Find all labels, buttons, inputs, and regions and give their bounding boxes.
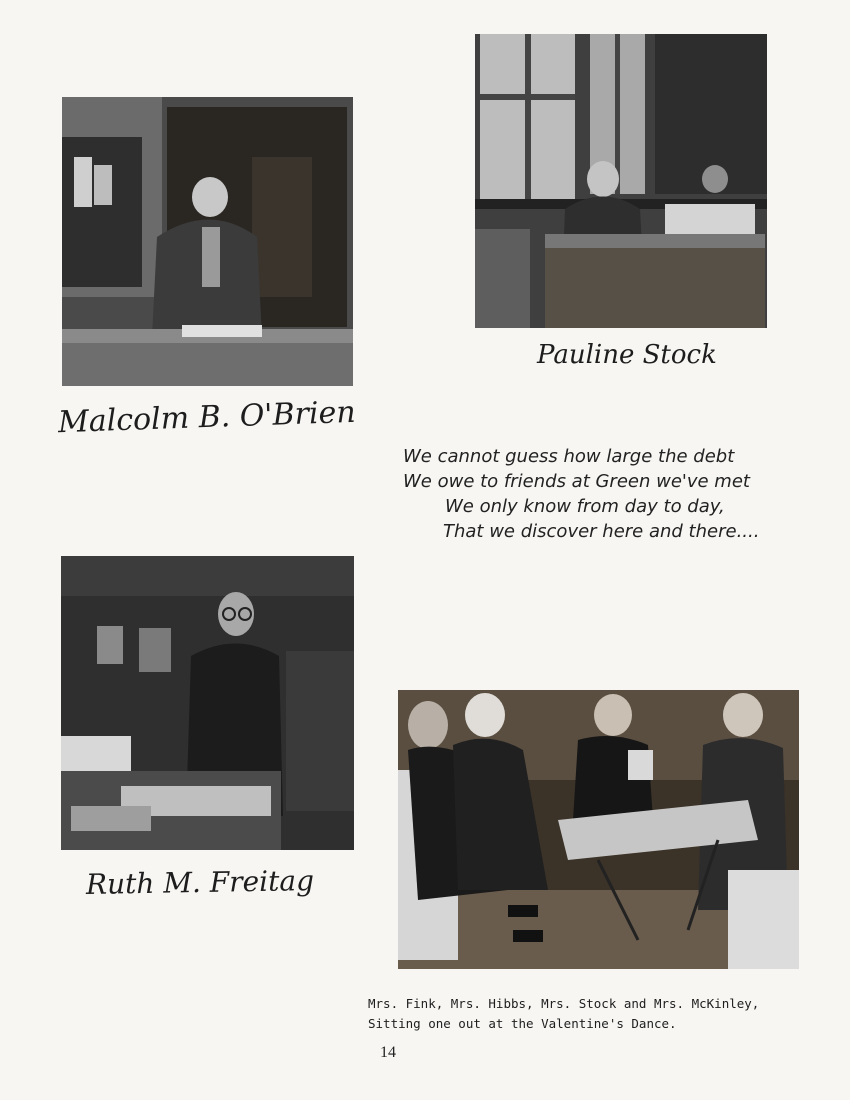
photo-ruth-freitag (61, 556, 354, 850)
signature-freitag: Ruth M. Freitag (85, 864, 315, 901)
photo-malcolm-obrien (62, 97, 353, 386)
photo-caption (368, 994, 759, 1034)
page-number: 14 (380, 1044, 396, 1061)
caption-line: Mrs. Fink, Mrs. Hibbs, Mrs. Stock and Mrs. McKinley, (368, 996, 760, 1011)
caption-line: Sitting one out at the Valentine's Dance. (368, 1016, 677, 1031)
poem-line: That we discover here and there.... (443, 521, 760, 542)
poem-line: We owe to friends at Green we've met (403, 471, 750, 492)
photo-pauline-stock (475, 34, 767, 328)
photo-valentines-dance (398, 690, 799, 969)
poem (403, 444, 759, 544)
poem-line: We cannot guess how large the debt (403, 446, 735, 467)
signature-stock: Pauline Stock (537, 340, 717, 370)
signature-obrien: Malcolm B. O'Brien (57, 394, 357, 441)
poem-line: We only know from day to day, (445, 496, 725, 517)
